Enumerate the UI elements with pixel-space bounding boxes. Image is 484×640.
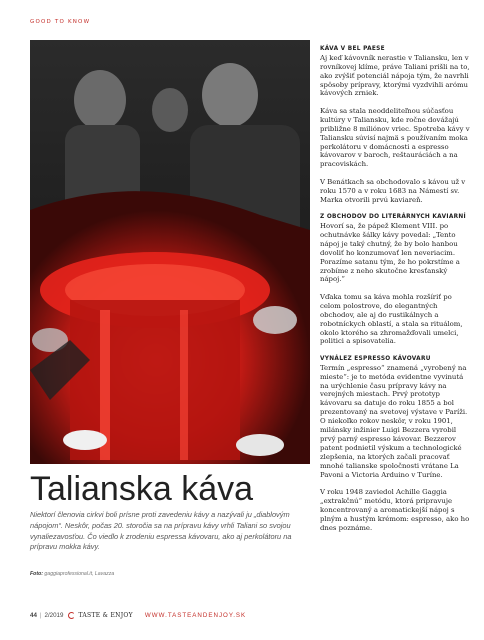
section-heading: KÁVA V BEL PAESE [320,46,385,52]
website-link[interactable]: WWW.TASTEANDENJOY.SK [144,612,247,619]
section-kicker: GOOD TO KNOW [30,19,91,25]
paragraph: Káva sa stala neoddeliteľnou súčasťou kultúry v Taliansku, kde ročne dovážajú približne 8 miliónov vriec. Spotreba kávy v Taliansku súvisí najmä s používaním moka perkolátoru v domácnosti a espresso kávovarov v baroch, reštauráciách a na pracoviskách. [320,106,470,169]
article-lead: Niektorí členovia cirkvi boli prísne proti zavedeniu kávy a nazývali ju „diablovým nápojom“. Neskôr, počas 20. storočia sa na prípravu kávy vrhli Taliani so svojou vynaliezavosťou. Čo viedlo k zrodeniu espressa kávovaru, ako aj perkolátoru na prípravu mokka kávy. [30,510,292,552]
paragraph: V roku 1948 zaviedol Achille Gaggia „extrakčnú“ metódu, ktorá pripravuje koncentrovaný a aromatickejší nápoj s plným a hustým krémom: espresso, ako ho dnes poznáme. [320,488,470,532]
paragraph: V Benátkach sa obchodovalo s kávou už v roku 1570 a v roku 1683 na Námestí sv. Marka otvorili prvú kaviareň. [320,177,466,204]
hero-photo [30,40,310,464]
photo-credit-text: gaggiaprofessional.it, Lavazza [44,571,115,577]
photo-credit [30,571,114,577]
section-heading: VYNÁLEZ ESPRESSO KÁVOVARU [320,355,431,362]
article-title: Talianska káva [30,470,254,508]
section-kaviarne [320,213,470,346]
article-body [320,45,470,541]
paragraph: Termín „espresso“ znamená „vyrobený na mieste“: je to metóda evidentne vyvinutá na urýchlenie času prípravy kávy na verejných miestach. Prvý prototyp kávovaru sa datuje do roku 1855 a bol prezentovaný na svetovej výstave v Paríži. O niekoľko rokov neskôr, v roku 1901, milánsky inžinier Luigi Bezzera vyrobil prvý parný espresso kávovar. Bezzerov patent podnietil výskum a technologické zlepšenia, na ktorých začali pracovať mnohé talianske spoločnosti vrátane La Pavoni a Victoria Arduino v Turíne. [320,363,468,479]
hero-photo-graphic [30,40,310,464]
section-heading: Z OBCHODOV DO LITERÁRNYCH KAVIARNÍ [320,214,466,221]
paragraph: Hovorí sa, že pápež Klement VIII. po ochutnávke šálky kávy povedal: „Tento nápoj je taký chutný, že by bolo hanbou dovoliť ho konzumovať len neveriacim. Porazíme satanu tým, že ho pokrstíme a zrobíme z neho skutočne kresťanský nápoj.“ [320,221,460,284]
page-footer [30,612,246,619]
paragraph: Aj keď kávovník nerastie v Taliansku, len v rovníkovej klíme, práve Taliani prišli na to, ako zvýšiť potenciál nápoja tým, že navrhli spôsoby prípravy, ktorými vyzdvihli arómu kávových zrniek. [320,53,470,98]
issue-number: 2/2019 [44,612,64,619]
photo-credit-label: Foto: [30,571,43,577]
brand-logo-icon [68,612,75,619]
section-espresso [320,355,470,533]
section-bel-paese [320,45,470,205]
brand-name: TASTE & ENJOY [78,612,133,619]
page-number: 44 [30,612,37,619]
footer-separator: | [39,612,42,619]
paragraph: Vďaka tomu sa káva mohla rozšíriť po celom polostrove, do elegantných obchodov, ale aj do rustikálnych a robotníckych oblastí, a stala sa rituálom, okolo ktorého sa zhromažďovali umelci, politici a spisovatelia. [320,292,463,346]
